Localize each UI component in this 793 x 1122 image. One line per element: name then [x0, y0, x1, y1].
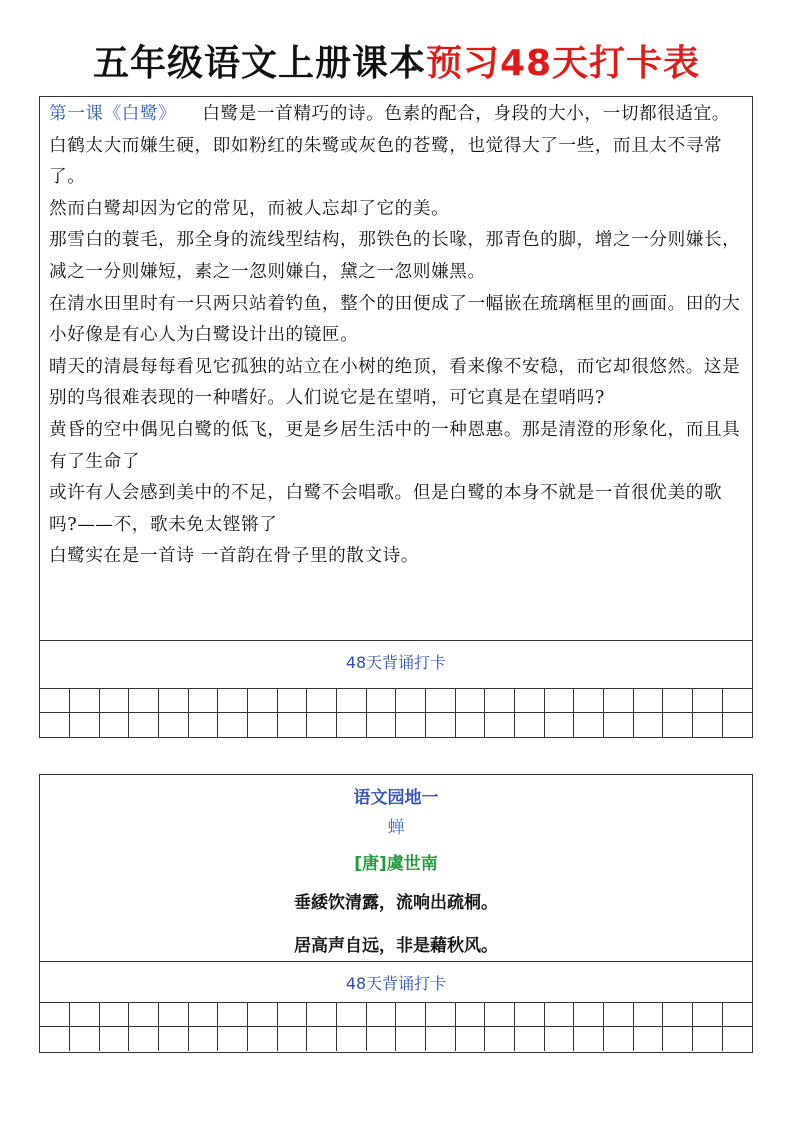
checkin-cell [485, 1027, 515, 1052]
checkin-cell [129, 1002, 159, 1027]
checkin-cell [485, 688, 515, 713]
checkin-cell [485, 713, 515, 738]
checkin-cell [663, 713, 693, 738]
divider [40, 640, 752, 641]
checkin-cell [663, 1027, 693, 1052]
poem-title: 蝉 [387, 818, 405, 838]
checkin-cell [692, 1002, 722, 1027]
checkin-cell [337, 1002, 367, 1027]
checkin-cell [692, 1027, 722, 1052]
checkin-cell [159, 1027, 189, 1052]
checkin-cell [218, 1002, 248, 1027]
checkin-cell [277, 688, 307, 713]
checkin-cell [159, 1002, 189, 1027]
checkin-cell [40, 1002, 70, 1027]
checkin-cell [633, 1027, 663, 1052]
checkin-cell [633, 713, 663, 738]
checkin-cell [248, 713, 278, 738]
checkin-cell [159, 688, 189, 713]
checkin-row [40, 688, 752, 713]
paragraph [49, 99, 744, 131]
checkin-cell [99, 688, 129, 713]
checkin-cell [277, 1027, 307, 1052]
checkin-cell [188, 688, 218, 713]
checkin-cell [396, 1002, 426, 1027]
checkin-cell [544, 1002, 574, 1027]
checkin-cell [633, 1002, 663, 1027]
checkin-cell [70, 713, 100, 738]
checkin-cell [455, 713, 485, 738]
checkin-row [40, 1027, 752, 1052]
checkin-cell [426, 688, 456, 713]
checkin-cell [129, 688, 159, 713]
paragraph: 在清水田里时有一只两只站着钓鱼，整个的田便成了一幅嵌在琉璃框里的画面。田的大小好像是有心人为白鹭设计出的镜匣。 [49, 293, 741, 346]
checkin-cell [396, 688, 426, 713]
checkin-cell [366, 1002, 396, 1027]
checkin-cell [188, 1027, 218, 1052]
checkin-cell [366, 713, 396, 738]
checkin-cell [633, 688, 663, 713]
checkin-cell [307, 1002, 337, 1027]
checkin-cell [70, 1002, 100, 1027]
checkin-cell [574, 688, 604, 713]
checkin-cell [366, 688, 396, 713]
checkin-cell [603, 1027, 633, 1052]
section-title: 语文园地一 [353, 788, 439, 808]
checkin-cell [574, 713, 604, 738]
checkin-row [40, 1002, 752, 1027]
lesson-text [40, 97, 752, 573]
checkin-cell [455, 1002, 485, 1027]
paragraph: 白鹤太大而嫌生硬，即如粉红的朱鹭或灰色的苍鹭，也觉得大了一些，而且太不寻常了。 [49, 135, 723, 188]
checkin-cell [248, 1002, 278, 1027]
checkin-cell [455, 1027, 485, 1052]
checkin-cell [722, 1027, 752, 1052]
checkin-cell [307, 1027, 337, 1052]
checkin-cell [515, 1027, 545, 1052]
checkin-cell [159, 713, 189, 738]
poem-author: [唐]虞世南 [354, 854, 438, 874]
checkin-cell [722, 713, 752, 738]
checkin-label: 48天背诵打卡 [345, 974, 447, 993]
page-title-main: 五年级语文上册课本 [92, 43, 426, 84]
checkin-cell [129, 713, 159, 738]
paragraph-text: 白鹭是一首精巧的诗。色素的配合，身段的大小，一切都很适宜。 [202, 104, 730, 124]
checkin-grid [40, 688, 752, 737]
checkin-cell [99, 1027, 129, 1052]
checkin-cell [455, 688, 485, 713]
checkin-cell [603, 1002, 633, 1027]
checkin-cell [574, 1002, 604, 1027]
page-title [0, 42, 793, 86]
checkin-cell [426, 1027, 456, 1052]
checkin-cell [307, 688, 337, 713]
checkin-cell [663, 1002, 693, 1027]
checkin-cell [722, 688, 752, 713]
checkin-cell [426, 713, 456, 738]
garden-one-card [39, 774, 753, 1053]
checkin-cell [99, 1002, 129, 1027]
lesson-one-card [39, 96, 753, 738]
paragraph: 那雪白的蓑毛，那全身的流线型结构，那铁色的长喙，那青色的脚，增之一分则嫌长，减之一分则嫌短，素之一忽则嫌白，黛之一忽则嫌黑。 [49, 230, 741, 282]
paragraph: 黄昏的空中偶见白鹭的低飞，更是乡居生活中的一种恩惠。那是清澄的形象化，而且具有了生命了 [49, 419, 741, 472]
checkin-cell [692, 688, 722, 713]
page-title-highlight: 预习48天打卡表 [425, 43, 701, 84]
checkin-cell [248, 688, 278, 713]
checkin-cell [70, 1027, 100, 1052]
divider [40, 961, 752, 962]
checkin-cell [40, 688, 70, 713]
checkin-cell [337, 713, 367, 738]
checkin-row [40, 713, 752, 738]
checkin-cell [515, 1002, 545, 1027]
checkin-cell [188, 713, 218, 738]
checkin-cell [515, 688, 545, 713]
checkin-cell [603, 713, 633, 738]
checkin-cell [722, 1002, 752, 1027]
checkin-cell [218, 1027, 248, 1052]
checkin-cell [574, 1027, 604, 1052]
lesson-title: 第一课《白鹭》 [49, 104, 177, 124]
paragraph: 白鹭实在是一首诗 一首韵在骨子里的散文诗。 [49, 546, 420, 567]
checkin-cell [603, 688, 633, 713]
checkin-cell [396, 713, 426, 738]
checkin-grid [40, 1002, 752, 1051]
checkin-cell [692, 713, 722, 738]
checkin-cell [544, 688, 574, 713]
checkin-cell [515, 713, 545, 738]
checkin-cell [277, 713, 307, 738]
checkin-cell [426, 1002, 456, 1027]
poem-line: 居高声自远，非是藉秋风。 [294, 936, 498, 956]
checkin-cell [307, 713, 337, 738]
checkin-cell [366, 1027, 396, 1052]
checkin-cell [544, 1027, 574, 1052]
checkin-cell [188, 1002, 218, 1027]
paragraph: 晴天的清晨每每看见它孤独的站立在小树的绝顶，看来像不安稳，而它却很悠然。这是别的鸟很难表现的一种嗜好。人们说它是在望哨，可它真是在望哨吗? [49, 356, 741, 409]
checkin-cell [248, 1027, 278, 1052]
checkin-cell [99, 713, 129, 738]
checkin-label: 48天背诵打卡 [345, 653, 447, 672]
checkin-cell [40, 1027, 70, 1052]
checkin-cell [337, 1027, 367, 1052]
checkin-cell [218, 713, 248, 738]
checkin-cell [277, 1002, 307, 1027]
paragraph: 然而白鹭却因为它的常见，而被人忘却了它的美。 [49, 198, 450, 219]
checkin-cell [40, 713, 70, 738]
checkin-cell [218, 688, 248, 713]
checkin-cell [485, 1002, 515, 1027]
checkin-cell [544, 713, 574, 738]
checkin-cell [396, 1027, 426, 1052]
checkin-cell [663, 688, 693, 713]
paragraph: 或许有人会感到美中的不足，白鹭不会唱歌。但是白鹭的本身不就是一首很优美的歌吗?——不，歌未免太铿锵了 [49, 483, 723, 535]
checkin-cell [129, 1027, 159, 1052]
checkin-cell [337, 688, 367, 713]
poem-line: 垂緌饮清露，流响出疏桐。 [294, 893, 498, 913]
checkin-cell [70, 688, 100, 713]
